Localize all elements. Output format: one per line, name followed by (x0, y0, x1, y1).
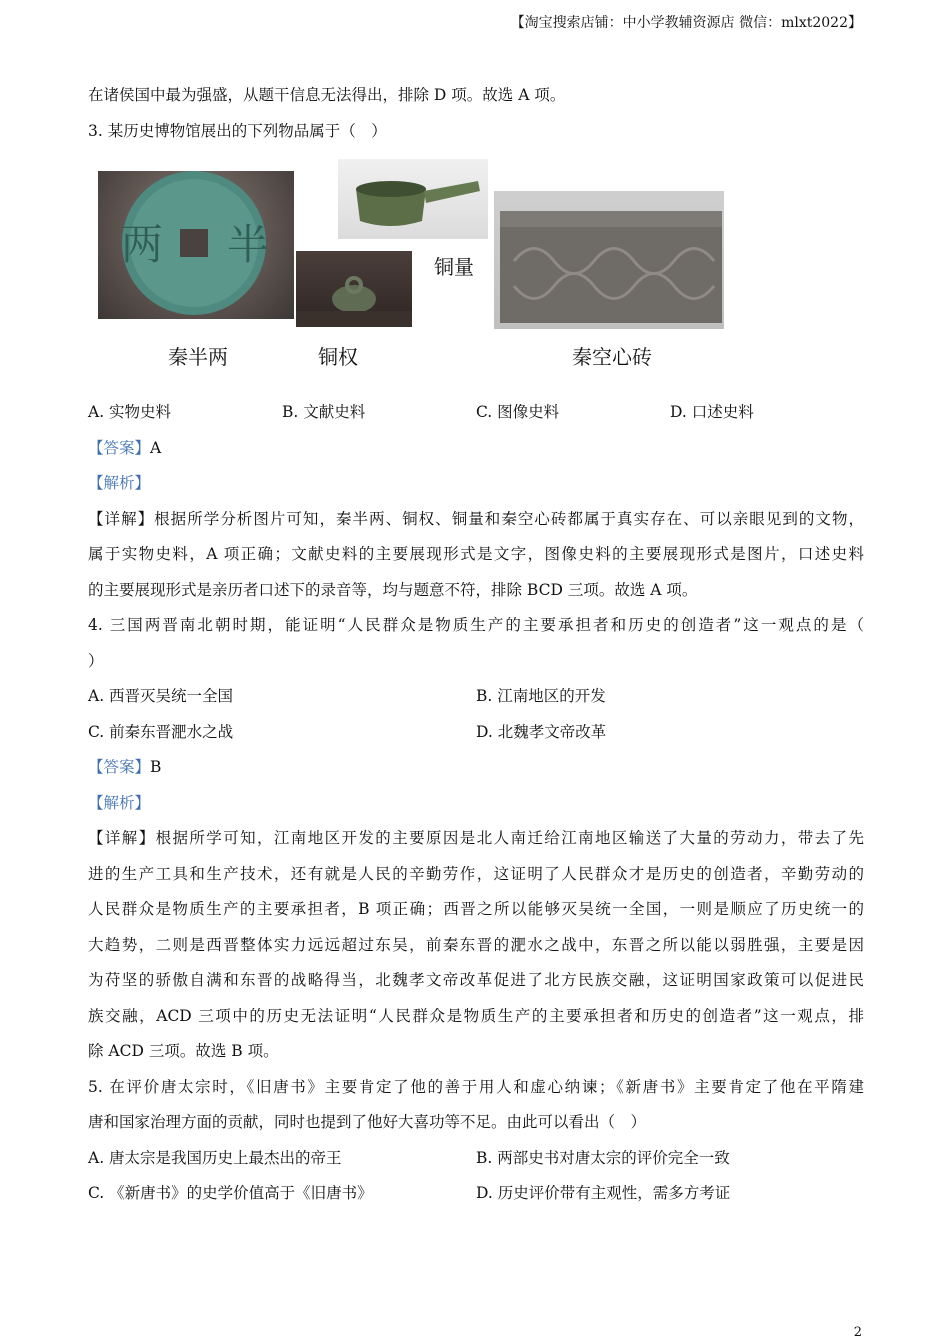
q4-stem-line-1: 4. 三国两晋南北朝时期，能证明“人民群众是物质生产的主要承担者和历史的创造者”这一观点的是（ (88, 616, 864, 634)
page-number: 2 (853, 1325, 862, 1340)
q3-analysis-tag: 【解析】 (88, 474, 151, 492)
q4-detail-line-4: 大趋势，二则是西晋整体实力远远超过东吴，前秦东晋的淝水之战中，东晋之所以能以弱胜强，主要是因 (88, 935, 864, 954)
answer-value: B (150, 758, 162, 776)
q5-option-c[interactable]: C. 《新唐书》的史学价值高于《旧唐书》 (88, 1184, 373, 1202)
q5-option-b[interactable]: B. 两部史书对唐太宗的评价完全一致 (476, 1148, 730, 1167)
q4-options-row-1 (88, 679, 864, 715)
q3-figure (88, 155, 864, 387)
q3-options (88, 395, 864, 431)
q3-detail-line-3: 的主要展现形式是亲历者口述下的录音等，均与题意不符，排除 BCD 三项。故选 A 项。 (88, 580, 698, 599)
caption-coin: 秦半两 (168, 345, 228, 369)
q4-detail-line-1: 【详解】根据所学可知，江南地区开发的主要原因是北人南迁给江南地区输送了大量的劳动力，带去了先 (88, 829, 864, 847)
caption-weight: 铜权 (318, 345, 358, 369)
q3-option-b[interactable]: B. 文献史料 (282, 403, 366, 421)
caption-brick: 秦空心砖 (572, 345, 652, 369)
q4-stem-line-2: ） (88, 651, 104, 670)
q5-options-row-2 (88, 1176, 864, 1212)
weight-image (296, 251, 412, 327)
q4-detail-line-2: 进的生产工具和生产技术，还有就是人民的辛勤劳作，这证明了人民群众才是历史的创造者，辛勤劳动的 (88, 864, 864, 883)
document-body (88, 78, 864, 1212)
measure-image (338, 159, 488, 239)
q4-options-row-2 (88, 715, 864, 751)
caption-measure: 铜量 (434, 255, 474, 279)
q3-stem: 3. 某历史博物馆展出的下列物品属于（ ） (88, 121, 387, 140)
q4-detail-line-5: 为苻坚的骄傲自满和东晋的战略得当，北魏孝文帝改革促进了北方民族交融，这证明国家政策可以促进民 (88, 971, 864, 989)
q4-answer (88, 750, 864, 786)
q5-stem-line-2: 唐和国家治理方面的贡献，同时也提到了他好大喜功等不足。由此可以看出（ ） (88, 1113, 647, 1131)
q5-option-a[interactable]: A. 唐太宗是我国历史上最杰出的帝王 (88, 1148, 342, 1167)
answer-tag: 【答案】 (88, 758, 151, 776)
coin-char-1: 半 (226, 220, 270, 269)
q5-options-row-1 (88, 1141, 864, 1177)
q4-option-d[interactable]: D. 北魏孝文帝改革 (476, 722, 607, 741)
page-header: 【淘宝搜索店铺：中小学教辅资源店 微信：mlxt2022】 (510, 15, 862, 31)
detail-tag: 【详解】 (88, 509, 155, 528)
intro-line: 在诸侯国中最为强盛，从题干信息无法得出，排除 D 项。故选 A 项。 (88, 86, 566, 104)
q4-option-b[interactable]: B. 江南地区的开发 (476, 687, 606, 705)
q4-detail-line-6: 族交融，ACD 三项中的历史无法证明“人民群众是物质生产的主要承担者和历史的创造者”这一观点，排 (88, 1006, 864, 1025)
q3-option-a[interactable]: A. 实物史料 (88, 403, 172, 421)
q4-option-c[interactable]: C. 前秦东晋淝水之战 (88, 722, 234, 741)
q5-stem-line-1: 5. 在评价唐太宗时，《旧唐书》主要肯定了他的善于用人和虚心纳谏；《新唐书》主要肯定了他在平隋建 (88, 1077, 864, 1096)
coin-char-2: 两 (120, 220, 164, 269)
answer-value: A (150, 438, 162, 457)
q4-option-a[interactable]: A. 西晋灭吴统一全国 (88, 687, 234, 705)
q3-option-d[interactable]: D. 口述史料 (670, 403, 754, 421)
q3-answer (88, 431, 864, 467)
q3-option-c[interactable]: C. 图像史料 (476, 403, 560, 421)
q3-detail-line-1: 【详解】根据所学分析图片可知，秦半两、铜权、铜量和秦空心砖都属于真实存在、可以亲眼见到的文物， (88, 509, 864, 528)
q4-analysis-tag: 【解析】 (88, 793, 151, 812)
q3-detail-line-2: 属于实物史料，A 项正确；文献史料的主要展现形式是文字，图像史料的主要展现形式是图片，口述史料 (88, 545, 864, 563)
coin-drawing (98, 171, 294, 319)
coin-image (98, 171, 294, 319)
q4-detail-line-7: 除 ACD 三项。故选 B 项。 (88, 1042, 279, 1060)
brick-image (494, 191, 724, 329)
detail-tag: 【详解】 (88, 829, 156, 847)
q4-detail-line-3: 人民群众是物质生产的主要承担者，B 项正确；西晋之所以能够灭吴统一全国，一则是顺应了历史统一的 (88, 900, 864, 918)
answer-tag: 【答案】 (88, 438, 151, 457)
q5-option-d[interactable]: D. 历史评价带有主观性，需多方考证 (476, 1184, 731, 1202)
